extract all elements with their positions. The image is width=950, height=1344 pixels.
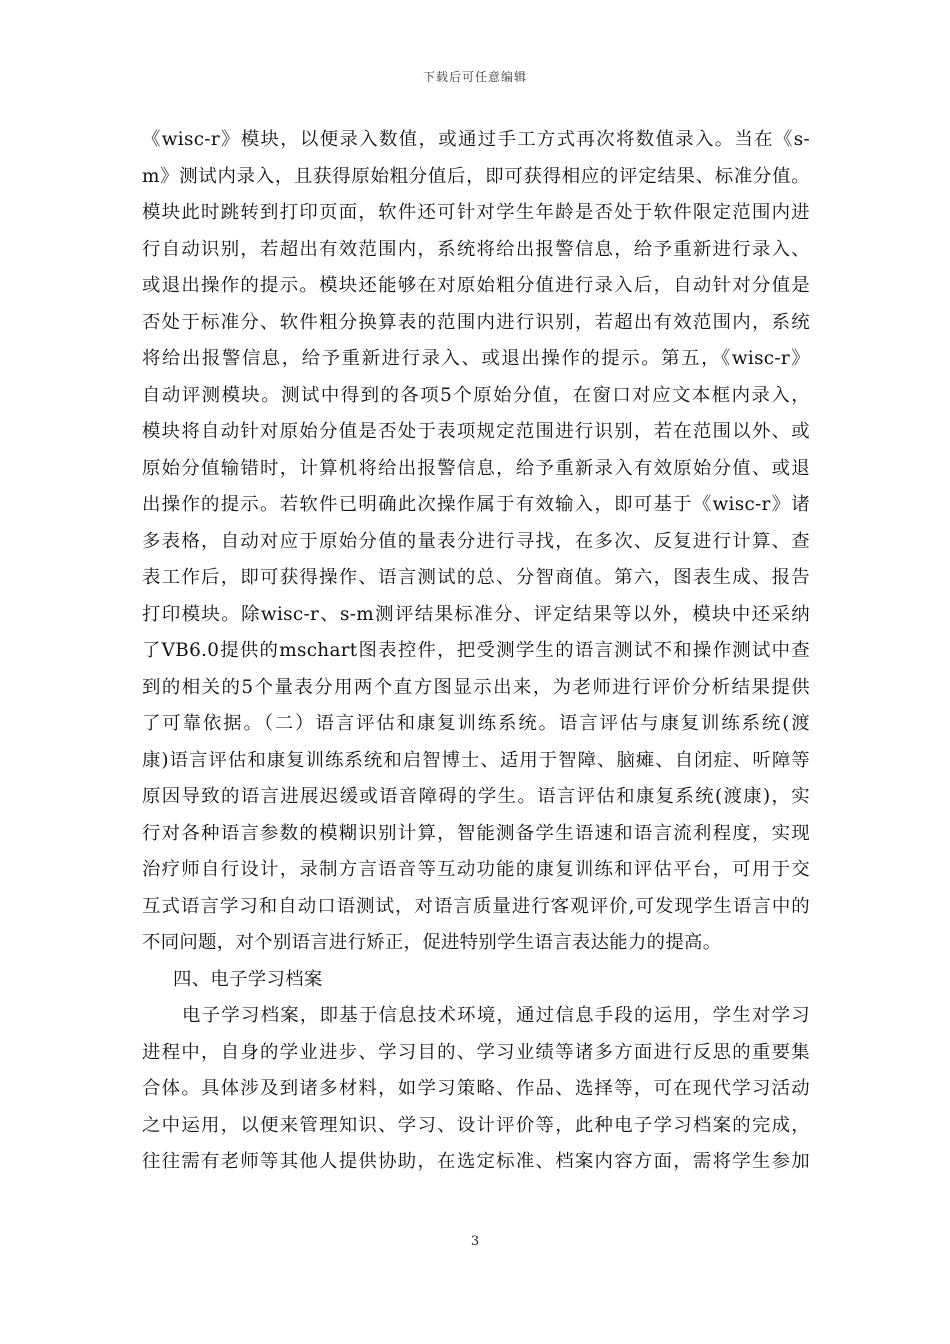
text-line: 进程中，自身的学业进步、学习目的、学习业绩等诸多方面进行反思的重要集 <box>142 1041 810 1063</box>
text-line: 行自动识别，若超出有效范围内，系统将给出报警信息，给予重新进行录入、 <box>142 238 810 260</box>
text-line: 互式语言学习和自动口语测试，对语言质量进行客观评价,可发现学生语言中的 <box>142 895 810 917</box>
text-line: 自动评测模块。测试中得到的各项5个原始分值，在窗口对应文本框内录入， <box>142 384 810 406</box>
text-line: 打印模块。除wisc-r、s-m测评结果标准分、评定结果等以外，模块中还采纳 <box>142 603 810 625</box>
text-line: 否处于标准分、软件粗分换算表的范围内进行识别，若超出有效范围内，系统 <box>142 311 810 333</box>
text-line: 模块将自动针对原始分值是否处于表项规定范围进行识别，若在范围以外、或 <box>142 421 810 442</box>
text-line: 出操作的提示。若软件已明确此次操作属于有效输入，即可基于《wisc-r》诸 <box>142 494 810 515</box>
text-line: 原始分值输错时，计算机将给出报警信息，给予重新录入有效原始分值、或退 <box>142 457 810 479</box>
text-line: 表工作后，即可获得操作、语言测试的总、分智商值。第六，图表生成、报告 <box>142 567 810 588</box>
text-line: 之中运用，以便来管理知识、学习、设计评价等，此种电子学习档案的完成， <box>142 1114 810 1136</box>
text-line: 合体。具体涉及到诸多材料，如学习策略、作品、选择等，可在现代学习活动 <box>142 1078 810 1099</box>
text-line: 将给出报警信息，给予重新进行录入、或退出操作的提示。第五，《wisc-r》 <box>142 348 810 369</box>
text-line: 或退出操作的提示。模块还能够在对原始粗分值进行录入后，自动针对分值是 <box>142 275 810 296</box>
text-line: 模块此时跳转到打印页面，软件还可针对学生年龄是否处于软件限定范围内进 <box>142 202 810 223</box>
text-line: 原因导致的语言进展迟缓或语音障碍的学生。语言评估和康复系统(渡康)，实 <box>142 786 810 807</box>
text-line: 到的相关的5个量表分用两个直方图显示出来，为老师进行评价分析结果提供 <box>142 676 810 698</box>
page-header: 下载后可任意编辑 <box>422 70 527 84</box>
text-line: 电子学习档案，即基于信息技术环境，通过信息手段的运用，学生对学习 <box>182 1005 810 1026</box>
text-line: 了可靠依据。（二）语言评估和康复训练系统。语言评估与康复训练系统(渡 <box>142 713 810 734</box>
text-line: m》测试内录入，且获得原始粗分值后，即可获得相应的评定结果、标准分值。 <box>142 165 810 187</box>
text-line: 多表格，自动对应于原始分值的量表分进行寻找，在多次、反复进行计算、查 <box>142 530 810 552</box>
body-text <box>142 122 810 1181</box>
section-heading: 四、电子学习档案 <box>173 968 323 990</box>
text-line: 治疗师自行设计，录制方言语音等互动功能的康复训练和评估平台，可用于交 <box>142 859 810 880</box>
text-line: 《wisc-r》模块，以便录入数值，或通过手工方式再次将数值录入。当在《s- <box>142 129 810 150</box>
text-line: 往往需有老师等其他人提供协助，在选定标准、档案内容方面，需将学生参加 <box>142 1151 810 1172</box>
text-line: 了VB6.0提供的mschart图表控件，把受测学生的语言测试不和操作测试中查 <box>142 640 810 661</box>
text-line: 不同问题，对个别语言进行矫正，促进特别学生语言表达能力的提高。 <box>142 932 722 953</box>
text-line: 康)语言评估和康复训练系统和启智博士、适用于智障、脑瘫、自闭症、听障等 <box>142 749 810 771</box>
page-number: 3 <box>470 1234 480 1249</box>
text-line: 行对各种语言参数的模糊识别计算，智能测备学生语速和语言流利程度，实现 <box>142 822 810 844</box>
